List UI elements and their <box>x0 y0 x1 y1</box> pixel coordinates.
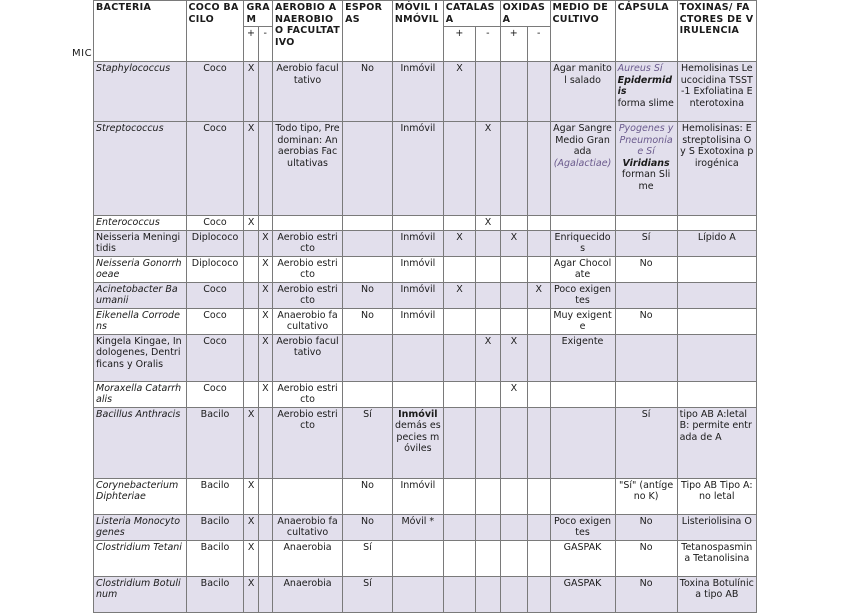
side-label: MIC <box>72 48 93 59</box>
header-movil: MÓVIL INMÓVIL <box>392 1 443 62</box>
cell-medio <box>550 478 615 514</box>
cell-gram-pos <box>244 308 258 334</box>
cell-medio <box>550 407 615 478</box>
cell-medio: Muy exigente <box>550 308 615 334</box>
table-row <box>94 256 757 282</box>
cell-cat-pos: X <box>443 282 476 308</box>
cell-gram-pos: X <box>244 122 258 216</box>
cell-cat-pos <box>443 478 476 514</box>
cell-esporas: No <box>343 282 393 308</box>
table-row <box>94 514 757 540</box>
cell-tipo: Bacilo <box>186 478 244 514</box>
cell-tipo: Coco <box>186 62 244 122</box>
cell-bacteria: Clostridium Tetani <box>94 540 187 576</box>
cell-tipo: Bacilo <box>186 514 244 540</box>
cell-oxi-neg <box>528 478 550 514</box>
cell-gram-neg <box>258 540 272 576</box>
cell-medio: GASPAK <box>550 540 615 576</box>
cell-bacteria: Corynebacterium Diphteriae <box>94 478 187 514</box>
cell-aerobio <box>272 216 342 231</box>
capsula-line-a: Pyogenes y Pneumoniae Sí <box>618 123 674 157</box>
cell-bacteria: Listeria Monocytogenes <box>94 514 187 540</box>
cell-capsula <box>615 282 677 308</box>
cell-aerobio: Aerobio estricto <box>272 282 342 308</box>
table-row <box>94 282 757 308</box>
cell-oxi-pos <box>500 216 527 231</box>
cell-movil <box>392 216 443 231</box>
table-row <box>94 216 757 231</box>
cell-oxi-neg <box>528 381 550 407</box>
header-esporas: ESPORAS <box>343 1 393 62</box>
cell-bacteria: Staphylococcus <box>94 62 187 122</box>
cell-capsula: No <box>615 514 677 540</box>
cell-tipo: Diplococo <box>186 230 244 256</box>
cell-gram-pos <box>244 381 258 407</box>
cell-movil <box>392 407 443 478</box>
cell-tipo: Diplococo <box>186 256 244 282</box>
cell-medio: Poco exigentes <box>550 514 615 540</box>
cell-movil: Inmóvil <box>392 256 443 282</box>
cell-movil <box>392 381 443 407</box>
cell-aerobio <box>272 478 342 514</box>
header-gram-pos: + <box>244 27 258 62</box>
cell-capsula <box>615 122 677 216</box>
cell-capsula: "Sí" (antígeno K) <box>615 478 677 514</box>
cell-oxi-neg <box>528 576 550 612</box>
cell-aerobio: Aerobio estricto <box>272 230 342 256</box>
cell-gram-neg <box>258 216 272 231</box>
cell-medio: Agar Chocolate <box>550 256 615 282</box>
cell-gram-neg: X <box>258 308 272 334</box>
cell-aerobio: Anaerobio facultativo <box>272 514 342 540</box>
cell-medio: Enriquecidos <box>550 230 615 256</box>
cell-aerobio: Aerobio estricto <box>272 407 342 478</box>
cell-oxi-pos <box>500 514 527 540</box>
cell-movil: Inmóvil <box>392 230 443 256</box>
medio-line-b: (Agalactiae) <box>553 157 612 169</box>
cell-movil <box>392 334 443 381</box>
cell-oxi-pos: X <box>500 334 527 381</box>
cell-cat-neg <box>476 540 500 576</box>
capsula-line-b: Viridians <box>622 157 670 169</box>
cell-toxinas: Lípido A <box>677 230 756 256</box>
cell-toxinas: Toxina Botulínica tipo AB <box>677 576 756 612</box>
cell-esporas: No <box>343 62 393 122</box>
cell-medio <box>550 122 615 216</box>
cell-bacteria: Acinetobacter Baumanii <box>94 282 187 308</box>
cell-cat-neg <box>476 308 500 334</box>
cell-capsula: Sí <box>615 230 677 256</box>
cell-toxinas <box>677 256 756 282</box>
cell-capsula: No <box>615 256 677 282</box>
header-gram: GRAM <box>244 1 272 27</box>
cell-toxinas: Hemolisinas Leucocidina TSST-1 Exfoliatina Enterotoxina <box>677 62 756 122</box>
cell-bacteria: Streptococcus <box>94 122 187 216</box>
cell-cat-neg <box>476 576 500 612</box>
header-cat-neg: - <box>476 27 500 62</box>
cell-aerobio: Aerobio facultativo <box>272 334 342 381</box>
cell-cat-pos <box>443 308 476 334</box>
cell-movil: Móvil * <box>392 514 443 540</box>
header-aerobio: AEROBIO ANAEROBIO O FACULTATIVO <box>272 1 342 62</box>
bacteria-table <box>93 0 757 613</box>
medio-line-a: Agar Sangre Medio Granada <box>553 123 612 157</box>
cell-oxi-pos: X <box>500 381 527 407</box>
cell-medio <box>550 216 615 231</box>
cell-toxinas <box>677 282 756 308</box>
cell-cat-neg <box>476 514 500 540</box>
cell-bacteria: Neisseria Gonorrhoeae <box>94 256 187 282</box>
cell-cat-neg <box>476 478 500 514</box>
cell-oxi-pos <box>500 407 527 478</box>
cell-capsula <box>615 216 677 231</box>
table-row <box>94 478 757 514</box>
cell-oxi-pos <box>500 540 527 576</box>
cell-cat-neg: X <box>476 122 500 216</box>
cell-esporas <box>343 381 393 407</box>
cell-bacteria: Clostridium Botulinum <box>94 576 187 612</box>
header-capsula: CÁPSULA <box>615 1 677 62</box>
cell-cat-pos <box>443 216 476 231</box>
cell-toxinas <box>677 381 756 407</box>
cell-gram-pos: X <box>244 478 258 514</box>
cell-gram-pos: X <box>244 576 258 612</box>
cell-gram-pos <box>244 282 258 308</box>
cell-toxinas <box>677 308 756 334</box>
cell-cat-pos <box>443 576 476 612</box>
capsula-line-b: Epidermidis <box>617 74 673 97</box>
cell-gram-neg: X <box>258 282 272 308</box>
movil-line-b: demás especies móviles <box>394 420 441 454</box>
cell-cat-pos <box>443 122 476 216</box>
cell-movil <box>392 540 443 576</box>
cell-cat-pos <box>443 334 476 381</box>
cell-toxinas: Listeriolisina O <box>677 514 756 540</box>
cell-toxinas <box>677 216 756 231</box>
cell-movil: Inmóvil <box>392 122 443 216</box>
cell-gram-pos: X <box>244 540 258 576</box>
cell-cat-neg <box>476 282 500 308</box>
cell-oxi-neg <box>528 514 550 540</box>
cell-oxi-neg <box>528 540 550 576</box>
cell-toxinas: Tetanospasmina Tetanolisina <box>677 540 756 576</box>
table-row <box>94 407 757 478</box>
cell-esporas <box>343 216 393 231</box>
capsula-line-c: forma slime <box>617 97 674 109</box>
cell-bacteria: Bacillus Anthracis <box>94 407 187 478</box>
cell-tipo: Coco <box>186 216 244 231</box>
cell-esporas <box>343 122 393 216</box>
cell-aerobio: Aerobio estricto <box>272 381 342 407</box>
cell-cat-pos <box>443 514 476 540</box>
cell-bacteria: Kingela Kingae, Indologenes, Dentrificans y Oralis <box>94 334 187 381</box>
cell-toxinas: tipo AB A:letal B: permite entrada de A <box>677 407 756 478</box>
cell-gram-neg: X <box>258 381 272 407</box>
cell-tipo: Bacilo <box>186 540 244 576</box>
cell-tipo: Coco <box>186 381 244 407</box>
cell-gram-pos: X <box>244 407 258 478</box>
cell-oxi-pos <box>500 122 527 216</box>
cell-medio <box>550 381 615 407</box>
cell-oxi-neg: X <box>528 282 550 308</box>
cell-tipo: Bacilo <box>186 407 244 478</box>
table-row <box>94 381 757 407</box>
cell-esporas <box>343 334 393 381</box>
cell-cat-pos <box>443 540 476 576</box>
cell-esporas: No <box>343 478 393 514</box>
cell-medio: GASPAK <box>550 576 615 612</box>
cell-oxi-pos <box>500 308 527 334</box>
cell-gram-neg <box>258 62 272 122</box>
cell-cat-neg: X <box>476 216 500 231</box>
movil-line-a: Inmóvil <box>398 408 438 420</box>
cell-tipo: Coco <box>186 308 244 334</box>
cell-capsula <box>615 381 677 407</box>
table-row <box>94 576 757 612</box>
header-oxidasa: OXIDASA <box>500 1 550 27</box>
cell-cat-pos <box>443 407 476 478</box>
cell-esporas: Sí <box>343 540 393 576</box>
cell-oxi-pos <box>500 62 527 122</box>
cell-toxinas: Hemolisinas: Estreptolisina O y S Exotoxina pirogénica <box>677 122 756 216</box>
cell-cat-pos <box>443 256 476 282</box>
header-medio: MEDIO DE CULTIVO <box>550 1 615 62</box>
cell-oxi-neg <box>528 216 550 231</box>
cell-tipo: Coco <box>186 282 244 308</box>
table-row <box>94 122 757 216</box>
cell-movil: Inmóvil <box>392 282 443 308</box>
table-row <box>94 540 757 576</box>
header-bacteria: BACTERIA <box>94 1 187 62</box>
cell-oxi-neg <box>528 407 550 478</box>
cell-capsula: Sí <box>615 407 677 478</box>
cell-gram-neg <box>258 122 272 216</box>
header-gram-neg: - <box>258 27 272 62</box>
cell-gram-pos: X <box>244 62 258 122</box>
cell-capsula: No <box>615 540 677 576</box>
header-oxi-pos: + <box>500 27 527 62</box>
cell-aerobio: Anaerobio facultativo <box>272 308 342 334</box>
cell-tipo: Coco <box>186 122 244 216</box>
table-row <box>94 62 757 122</box>
cell-bacteria: Eikenella Corrodens <box>94 308 187 334</box>
cell-cat-neg <box>476 256 500 282</box>
cell-capsula <box>615 334 677 381</box>
cell-oxi-neg <box>528 256 550 282</box>
table-row <box>94 308 757 334</box>
header-oxi-neg: - <box>528 27 550 62</box>
header-coco-bacilo: COCO BACILO <box>186 1 244 62</box>
cell-gram-neg: X <box>258 230 272 256</box>
cell-aerobio: Todo tipo, Predominan: Anaerobias Facultativas <box>272 122 342 216</box>
cell-oxi-neg <box>528 122 550 216</box>
cell-oxi-neg <box>528 62 550 122</box>
cell-bacteria: Moraxella Catarrhalis <box>94 381 187 407</box>
cell-oxi-pos <box>500 256 527 282</box>
capsula-line-c: forman Slime <box>621 169 671 192</box>
cell-gram-neg <box>258 576 272 612</box>
cell-esporas <box>343 230 393 256</box>
cell-toxinas: Tipo AB Tipo A: no letal <box>677 478 756 514</box>
cell-gram-neg: X <box>258 256 272 282</box>
cell-bacteria: Neisseria Meningitidis <box>94 230 187 256</box>
cell-movil: Inmóvil <box>392 478 443 514</box>
cell-aerobio: Anaerobia <box>272 576 342 612</box>
cell-gram-pos: X <box>244 216 258 231</box>
cell-esporas: No <box>343 514 393 540</box>
cell-oxi-neg <box>528 230 550 256</box>
cell-cat-pos: X <box>443 62 476 122</box>
cell-cat-pos <box>443 381 476 407</box>
cell-aerobio: Aerobio facultativo <box>272 62 342 122</box>
cell-medio: Exigente <box>550 334 615 381</box>
cell-oxi-pos: X <box>500 230 527 256</box>
cell-oxi-pos <box>500 478 527 514</box>
cell-gram-neg <box>258 478 272 514</box>
cell-medio: Agar manitol salado <box>550 62 615 122</box>
cell-cat-neg <box>476 381 500 407</box>
cell-oxi-pos <box>500 282 527 308</box>
cell-esporas <box>343 256 393 282</box>
cell-oxi-neg <box>528 334 550 381</box>
cell-gram-pos <box>244 230 258 256</box>
cell-gram-neg <box>258 407 272 478</box>
cell-gram-pos <box>244 334 258 381</box>
cell-capsula: No <box>615 308 677 334</box>
cell-movil: Inmóvil <box>392 62 443 122</box>
cell-toxinas <box>677 334 756 381</box>
cell-gram-pos <box>244 256 258 282</box>
cell-gram-neg: X <box>258 334 272 381</box>
cell-cat-neg <box>476 62 500 122</box>
cell-oxi-pos <box>500 576 527 612</box>
cell-esporas: No <box>343 308 393 334</box>
cell-tipo: Bacilo <box>186 576 244 612</box>
table-row <box>94 334 757 381</box>
cell-esporas: Sí <box>343 407 393 478</box>
header-cat-pos: + <box>443 27 476 62</box>
cell-capsula: No <box>615 576 677 612</box>
cell-medio: Poco exigentes <box>550 282 615 308</box>
cell-aerobio: Anaerobia <box>272 540 342 576</box>
cell-oxi-neg <box>528 308 550 334</box>
cell-cat-neg <box>476 230 500 256</box>
capsula-line-a: Aureus Sí <box>617 63 663 74</box>
cell-aerobio: Aerobio estricto <box>272 256 342 282</box>
cell-gram-neg <box>258 514 272 540</box>
cell-cat-neg <box>476 407 500 478</box>
cell-movil: Inmóvil <box>392 308 443 334</box>
cell-bacteria: Enterococcus <box>94 216 187 231</box>
cell-esporas: Sí <box>343 576 393 612</box>
header-catalasa: CATALASA <box>443 1 500 27</box>
header-toxinas: TOXINAS/ FACTORES DE VIRULENCIA <box>677 1 756 62</box>
cell-tipo: Coco <box>186 334 244 381</box>
table-row <box>94 230 757 256</box>
cell-movil <box>392 576 443 612</box>
cell-gram-pos: X <box>244 514 258 540</box>
cell-cat-pos: X <box>443 230 476 256</box>
cell-cat-neg: X <box>476 334 500 381</box>
cell-capsula <box>615 62 677 122</box>
